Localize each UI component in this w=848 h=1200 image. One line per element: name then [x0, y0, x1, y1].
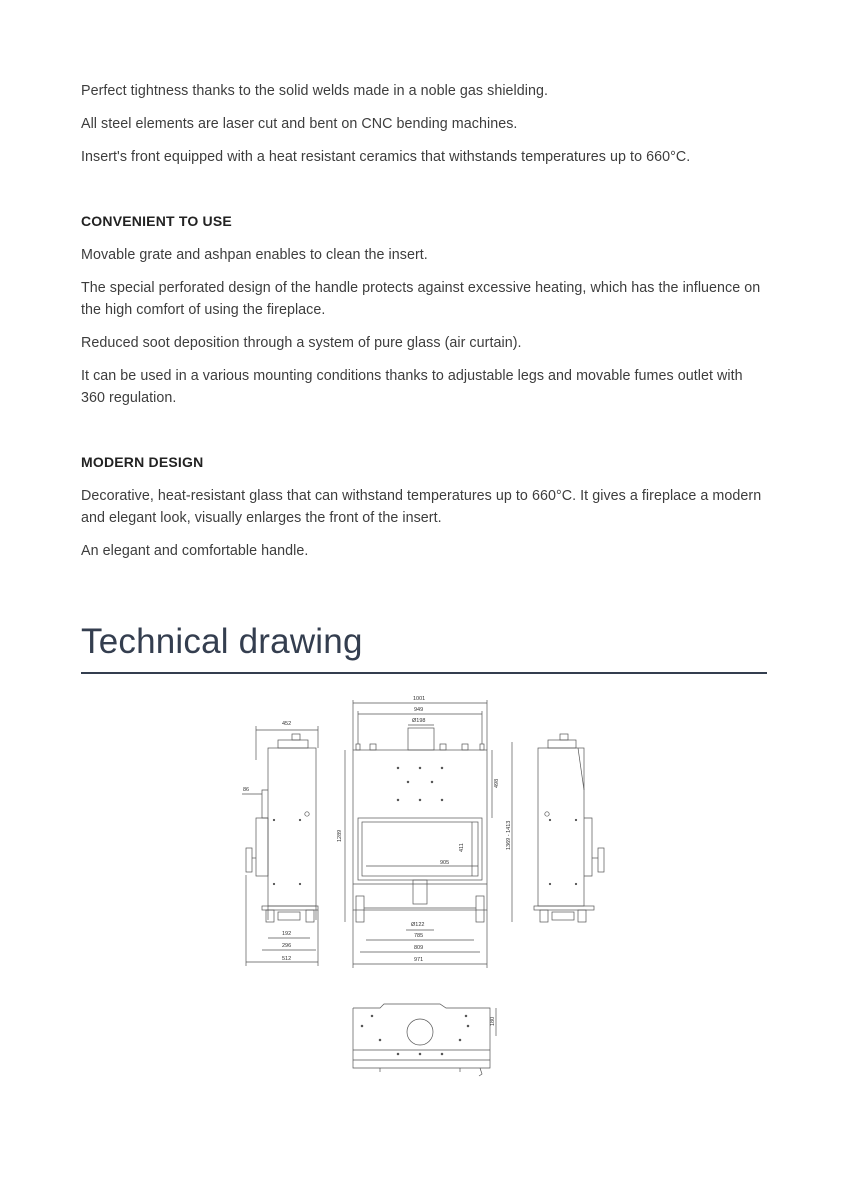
dim-air-inlet: Ø122: [411, 922, 425, 928]
modern-paragraph-1: Decorative, heat-resistant glass that can withstand temperatures up to 660°C. It gives a fireplace a modern and elegant look, visually enlarges the front of the insert.: [81, 488, 762, 526]
dim-top-depth: 180: [490, 1016, 496, 1026]
convenient-paragraph-4: It can be used in a various mounting conditions thanks to adjustable legs and movable fumes outlet with 360 regulation.: [81, 368, 743, 406]
top-view-drawing: [353, 1004, 496, 1076]
technical-drawing-title: Technical drawing: [81, 622, 363, 661]
dim-front-total-width: 1001: [413, 696, 426, 702]
front-view-drawing: [345, 700, 512, 968]
dim-total-height: 1289: [337, 829, 343, 842]
section-heading-convenient: CONVENIENT TO USE: [81, 213, 232, 229]
dim-upper-height: 498: [494, 778, 500, 788]
dim-base-width-inner: 809: [414, 945, 424, 951]
dim-opening-width: 905: [440, 860, 450, 866]
dim-side-base-depth: 512: [282, 956, 292, 962]
dim-side-leg-spacing: 192: [282, 931, 292, 937]
dim-opening-height: 411: [459, 843, 465, 852]
intro-paragraph-1: Perfect tightness thanks to the solid welds made in a noble gas shielding.: [81, 83, 549, 99]
modern-paragraph-2: An elegant and comfortable handle.: [81, 543, 309, 559]
dim-side-offset: 86: [243, 787, 250, 793]
dim-side-depth: 452: [282, 721, 292, 727]
dim-height-range: 1369 - 1413: [506, 820, 512, 850]
dim-leg-spacing: 785: [414, 933, 424, 939]
dim-side-leg-outer: 296: [282, 943, 292, 949]
intro-paragraph-2: All steel elements are laser cut and bent on CNC bending machines.: [81, 116, 518, 132]
section-heading-modern: MODERN DESIGN: [81, 454, 204, 470]
intro-paragraph-3: Insert's front equipped with a heat resistant ceramics that withstands temperatures up to 660°C.: [81, 149, 691, 165]
title-underline: [81, 672, 767, 674]
convenient-paragraph-1: Movable grate and ashpan enables to clean the insert.: [81, 247, 428, 263]
side-view-right-drawing: [534, 734, 604, 922]
dim-base-width: 971: [414, 957, 424, 963]
side-view-drawing: [242, 726, 318, 966]
convenient-paragraph-3: Reduced soot deposition through a system of pure glass (air curtain).: [81, 335, 522, 351]
convenient-paragraph-2: The special perforated design of the handle protects against excessive heating, which has the influence on the high comfort of using the fireplace.: [81, 280, 761, 318]
dim-flue-diameter: Ø198: [412, 718, 426, 724]
technical-drawing: [230, 688, 610, 1088]
dim-front-inner-width: 949: [414, 707, 424, 713]
